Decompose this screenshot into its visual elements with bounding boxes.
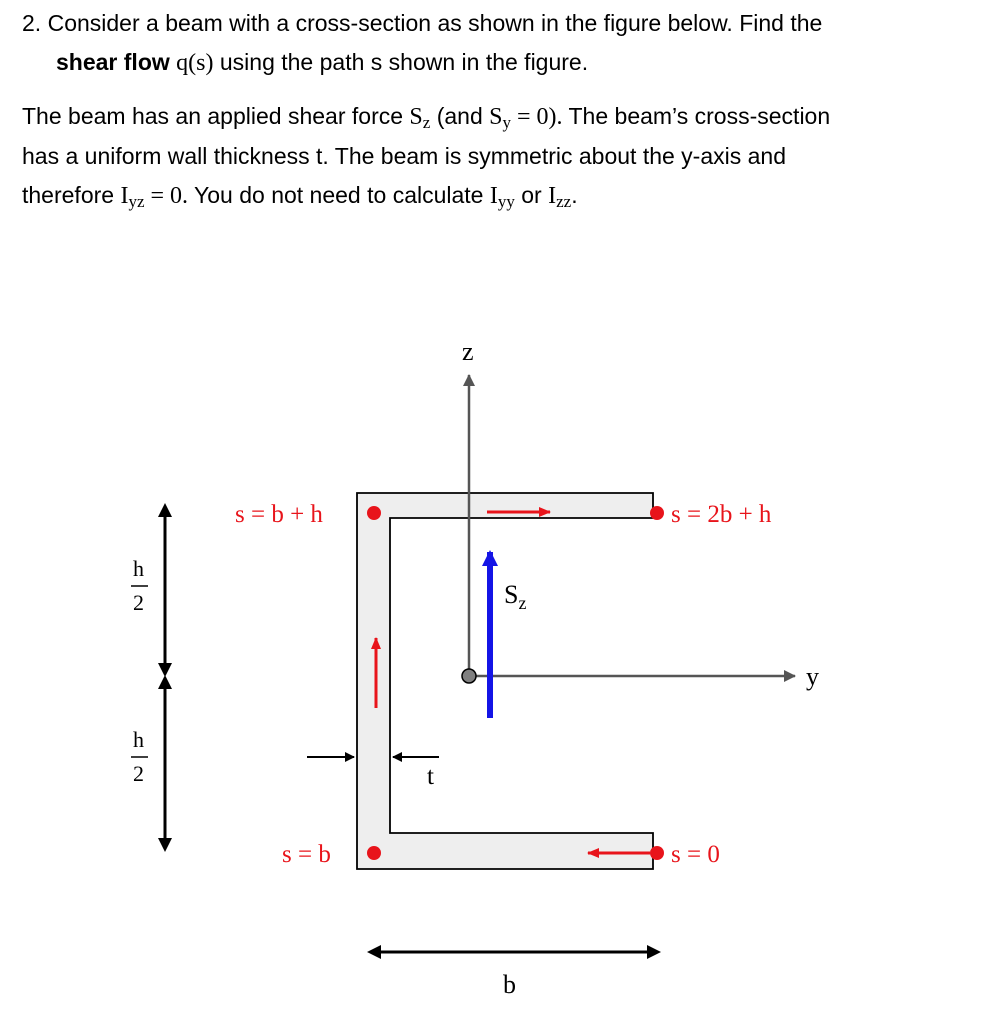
path-point-bottom-left <box>367 846 381 860</box>
half-height-lower-denominator: 2 <box>133 761 144 786</box>
half-height-lower-arrowhead-top <box>158 675 172 689</box>
problem-number: 2. <box>22 10 42 36</box>
sy-eq: = 0). <box>511 104 563 130</box>
label-s-bottom-right: s = 0 <box>671 841 720 868</box>
thickness-label: t <box>427 763 434 790</box>
text-run: or <box>514 182 549 208</box>
half-height-upper-arrowhead-top <box>158 503 172 517</box>
sy-base: S <box>489 104 503 130</box>
text-run: (and <box>430 103 490 129</box>
shear-force-label-base: S <box>504 580 519 609</box>
y-axis-label: y <box>806 662 819 691</box>
shear-force-label <box>504 580 526 613</box>
sz-base: S <box>409 104 423 130</box>
z-axis-label: z <box>462 337 474 366</box>
path-point-top-right <box>650 506 664 520</box>
sz-sub: z <box>422 113 431 132</box>
paragraph-2-line-2: has a uniform wall thickness t. The beam is symmetric about the y-axis and <box>22 143 787 169</box>
problem-line-2-text: using the path s shown in the figure. <box>219 49 589 75</box>
text-run: therefore <box>22 182 121 208</box>
half-height-upper-numerator: h <box>133 556 144 581</box>
half-height-upper-denominator: 2 <box>133 590 144 615</box>
iyy-base: I <box>489 183 498 209</box>
path-point-bottom-right <box>650 846 664 860</box>
problem-line-1-text: Consider a beam with a cross-section as shown in the figure below. Find the <box>47 10 823 36</box>
iyz-sub: yz <box>128 192 145 211</box>
iyz-eq: = 0. <box>144 183 189 209</box>
text-run: The beam’s cross-section <box>562 103 831 129</box>
origin-dot <box>462 669 476 683</box>
izz-sub: zz <box>556 192 572 211</box>
label-s-top-right: s = 2b + h <box>671 501 772 528</box>
iyy-sub: yy <box>497 192 515 211</box>
width-arrowhead-left <box>367 945 381 959</box>
label-s-top-left: s = b + h <box>235 501 323 528</box>
shear-flow-symbol: q(s) <box>176 50 214 76</box>
c-section-shape <box>357 493 653 869</box>
text-run: You do not need to calculate <box>188 182 490 208</box>
label-s-bottom-left: s = b <box>282 841 331 868</box>
half-height-upper-arrowhead-bottom <box>158 663 172 677</box>
izz-base: I <box>548 183 557 209</box>
path-point-top-left <box>367 506 381 520</box>
shear-flow-term: shear flow <box>56 49 170 75</box>
iyz-base: I <box>120 183 129 209</box>
half-height-lower-numerator: h <box>133 727 144 752</box>
half-height-lower-arrowhead-bottom <box>158 838 172 852</box>
width-arrowhead-right <box>647 945 661 959</box>
text-run: . <box>571 182 578 208</box>
sy-sub: y <box>502 113 511 132</box>
shear-force-label-sub: z <box>518 593 527 613</box>
width-label: b <box>503 970 516 999</box>
text-run: The beam has an applied shear force <box>22 103 410 129</box>
